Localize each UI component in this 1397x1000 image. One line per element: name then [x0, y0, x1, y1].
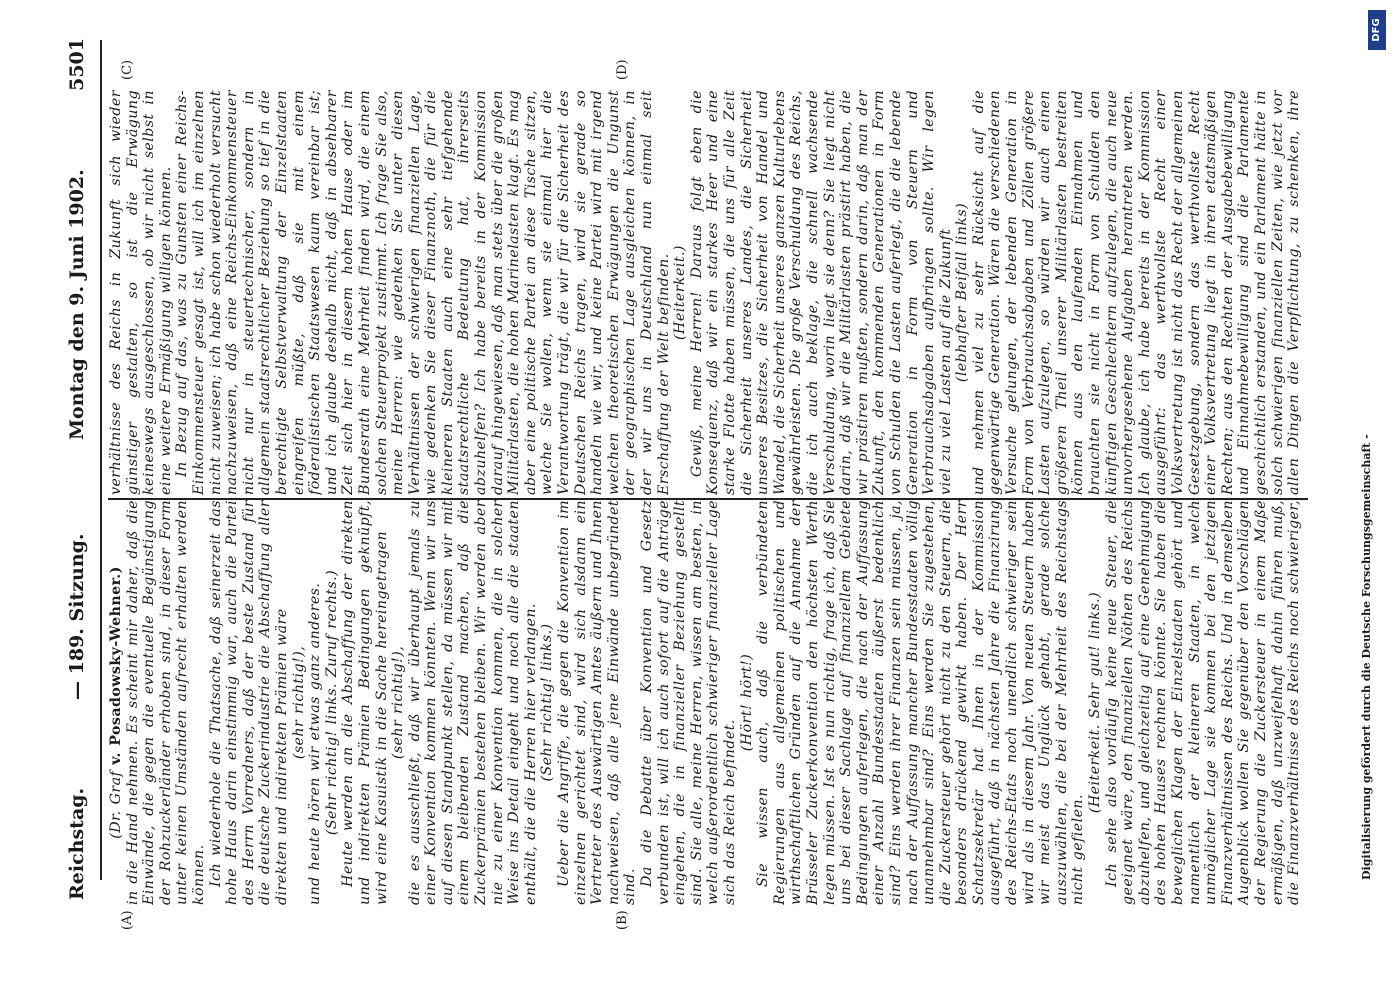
margin-mark-b: (B)	[615, 910, 630, 930]
paragraph: und heute hören wir etwas ganz anderes.	[307, 582, 324, 905]
speaker-line	[108, 500, 125, 905]
paragraph: verhältnisse des Reichs in Zukunft sich wieder günstiger gestalten, so ist die Erwägung keineswegs ausgeschlossen, ob wir nicht selbst in eine weitere Ermäßigung willigen können.	[108, 90, 174, 495]
paragraph: in die Hand nehmen. Es scheint mir daher, daß die Einwände, die gegen die eventuelle Begünstigung der Rohzuckerländer erhoben sind, in dieser Form unter keinen Umständen aufrecht erhalten werden können.	[124, 500, 207, 905]
speaker-prefix: (Dr. Graf	[108, 770, 124, 839]
left-column	[108, 500, 1303, 905]
interjection: (Heiterkeit. Sehr gut! links.)	[1087, 591, 1104, 814]
interjection: (sehr richtig!),	[290, 645, 307, 760]
paragraph: die es ausschließt, daß wir überhaupt jemals zu einer Konvention kommen könnten. Wenn wir uns auf diesen Standpunkt stellen, da müssen wir mit einem bleibenden Zustand machen, daß die Zuckerprämien bestehen bleiben. Wir werden aber nie zu einer Konvention kommen, die in solcher Weise ins Detail eingeht und noch alle die staaten enthält, die die Herren hier verlangen.	[406, 500, 539, 905]
header-reichstag: Reichstag.	[66, 787, 88, 900]
margin-mark-d: (D)	[615, 59, 630, 80]
speaker-name: v. Posadowsky-Wehner.)	[108, 566, 124, 765]
header-date: Montag den 9. Juni 1902.	[66, 169, 88, 440]
header-rule	[100, 40, 102, 880]
right-column	[108, 90, 1303, 495]
digitization-credit: Digitalisierung gefördert durch die Deutsche Forschungsgemeinschaft -	[1360, 434, 1373, 880]
interjection: (lebhafter Beifall links)	[954, 202, 971, 383]
interjection: (Hört! hört!)	[738, 653, 755, 752]
column-divider	[108, 498, 1308, 500]
paragraph: und nehmen viel zu sehr Rücksicht auf die gegenwärtige Generation. Wären die verschiedenen Versuche gelungen, der lebenden Generation in Form von Verbrauchsabgaben und Zöllen größere Lasten aufzulegen, so würden wir auch einen größeren Theil unserer Militärlasten bestreiten können aus den laufenden Einnahmen und brauchten sie nicht in Form von Schulden den künftigen Geschlechtern aufzulegen, die auch neue unvorhergesehene Aufgaben herantreten werden. Ich glaube, ich habe bereits in der Kommission ausgeführt: das werthvollste Recht einer Volksvertretung ist nicht das Recht der allgemeinen Gesetzgebung, sondern das werthvollste Recht einer Volksvertretung liegt in ihren etatsmäßigen Rechten; aus den Rechten der Ausgabebewilligung und Einnahmebewilligung sind die Parlamente geschichtlich erstanden, und ein Parlament hätte in solch schwierigen finanziellen Zeiten, wie jetzt vor allen Dingen die Verpflichtung, zu schenken, ihre	[970, 90, 1303, 495]
interjection: (Sehr richtig! links. Zuruf rechts.)	[323, 569, 340, 836]
dfg-logo: DFG	[1368, 10, 1386, 50]
paragraph: Ich sehe also vorläufig keine neue Steuer, die geeignet wäre, den finanziellen Nöthen des Reichs abzuhelfen, und gleichzeitig auf eine Genehmigung des hohen Hauses rechnen könnte. Sie haben die beweglichen Klagen der Einzelstaaten gehört und namentlich der kleineren Staaten, in welch unmöglicher Lage sie kommen bei den jetzigen Finanzverhältnissen des Reichs. Und in demselben Augenblick wollen Sie gegenüber den Vorschlägen der Regierung die Zuckersteuer in einem Maße ermäßigen, daß unzweifelhaft dahin führen muß, die Finanzverhältnisse des Reichs noch schwieriger,	[1103, 500, 1303, 905]
paragraph: In Bezug auf das, was zu Gunsten einer Reichs-Einkommensteuer gesagt ist, will ich im einzelnen nicht zuweisen; ich habe schon wiederholt versucht nachzuweisen, daß eine Reichs-Einkommensteuer nicht nur in steuertechnischer, sondern in allgemein staatsrechtlicher Beziehung so tief in die berechtigte Selbstverwaltung der Einzelstaaten eingreifen müßte, daß sie mit einem föderalistischen Staatswesen kaum vereinbar ist; und ich glaube deshalb nicht, daß in absehbarer Zeit sich hier in diesem hohen Hause oder im Bundesrath eine Mehrheit finden wird, die einem solchen Steuerprojekt zustimmt. Ich frage Sie also, meine Herren: wie gedenken Sie unter diesen Verhältnissen der schwierigen finanziellen Lage, wie gedenken Sie dieser Finanznoth, die für die kleineren Staaten auch eine sehr tiefgehende staatsrechtliche Bedeutung hat, ihrerseits abzuhelfen? Ich habe bereits in der Kommission darauf hingewiesen, daß man stets über die großen Militärlasten, die hohen Marinelasten klagt. Es mag aber eine politische Partei an diese Tische sitzen, welche Sie wollen, wenn sie einmal hier die Verantwortung trägt, die wir für die Sicherheit des Deutschen Reichs tragen, wird sie gerade so handeln wie wir, und keine Partei wird mit irgend welchen theoretischen Erwägungen die Ungunst der geographischen Lage ausgleichen können, in der wir uns in Deutschland nun einmal seit Erschaffung der Welt befinden.	[174, 90, 672, 495]
interjection: (Sehr richtig! links.)	[539, 623, 556, 782]
paragraph: Ich wiederhole die Thatsache, daß seinerzeit das hohe Haus darin einstimmig war, auch die Partei des Herrn Vorredners, daß der beste Zustand für die deutsche Zuckerindustrie die Abschaffung aller direkten und indirekten Prämien wäre	[207, 500, 290, 905]
page-number: 5501	[66, 38, 88, 91]
margin-mark-c: (C)	[120, 59, 135, 80]
header-session: — 189. Sitzung.	[66, 533, 88, 700]
paragraph: Sie wissen auch, daß die verbündeten Regierungen aus allgemeinen politischen und wirthschaftlichen Gründen auf die Annahme der Brüsseler Zuckerkonvention den höchsten Werth legen müssen. Ist es nun richtig, frage ich, daß Sie uns bei dieser Sachlage auf finanziellem Gebiete Bedingungen auferlegen, die nach der Auffassung einer Anzahl Bundesstaaten äußerst bedenklich sind? Eins werden ihrer Finanzen sein müssen, ja, nach der Auffassung mancher Bundesstaaten völlig unannehmbar sind? Eins werden Sie zugestehen, die Zuckersteuer gehört nicht zu den Steuern, die besonders drückend gewirkt haben. Der Herr Schatzsekretär hat Ihnen in der Kommission ausgeführt, daß in nächsten Jahre die Finanzirung des Reichs-Etats noch unendlich schwieriger sein wird als in diesem Jahr. Von neuen Steuern haben wir meist das Unglück gehabt, gerade solche auszuwählen, die bei der Mehrheit des Reichstags nicht gefielen.	[755, 500, 1087, 905]
interjection: (sehr richtig!),	[390, 645, 407, 760]
paragraph: Ueber die Angriffe, die gegen die Konvention im einzelnen gerichtet sind, wird sich alsdann ein Vertreter des Auswärtigen Amtes äußern und Ihnen nachweisen, daß alle jene Einwände unbegründet sind.	[556, 500, 639, 905]
paragraph: Gewiß, meine Herren! Daraus folgt eben die Konsequenz, daß wir ein starkes Heer und eine starke Flotte haben müssen, die uns für alle Zeit die Sicherheit unseres Landes, die Sicherheit unseres Besitzes, die Sicherheit von Handel und Wandel, die Sicherheit unseres ganzen Kulturlebens gewährleisten. Die große Verschuldung des Reichs, die ich auch beklage, die schnell wachsende Verschuldung, worin liegt sie denn? Sie liegt nicht darin, daß wir die Militärlasten prästirt haben, die wir prästiren mußten, sondern darin, daß man der Zukunft, den kommenden Generationen in Form von Schulden die Lasten auferlegt, die die lebende Generation in Form von Steuern und Verbrauchsabgaben aufbringen sollte. Wir legen viel zu viel Lasten auf die Zukunft	[688, 90, 954, 495]
margin-mark-a: (A)	[120, 910, 135, 930]
interjection: (Heiterkeit.)	[672, 245, 689, 340]
paragraph: Da die Debatte über Konvention und Gesetz verbunden ist, will ich auch sofort auf die Anträge eingehen, die in finanzieller Beziehung gestellt sind. Sie alle, meine Herren, wissen am besten, in welch außerordentlich schwieriger finanzieller Lage sich das Reich befindet.	[639, 500, 738, 905]
paragraph: Heute werden an die Abschaffung der direkten und indirekten Prämien Bedingungen geknüpft, wird eine Kasuistik in die Sache hereingetragen	[340, 500, 390, 905]
